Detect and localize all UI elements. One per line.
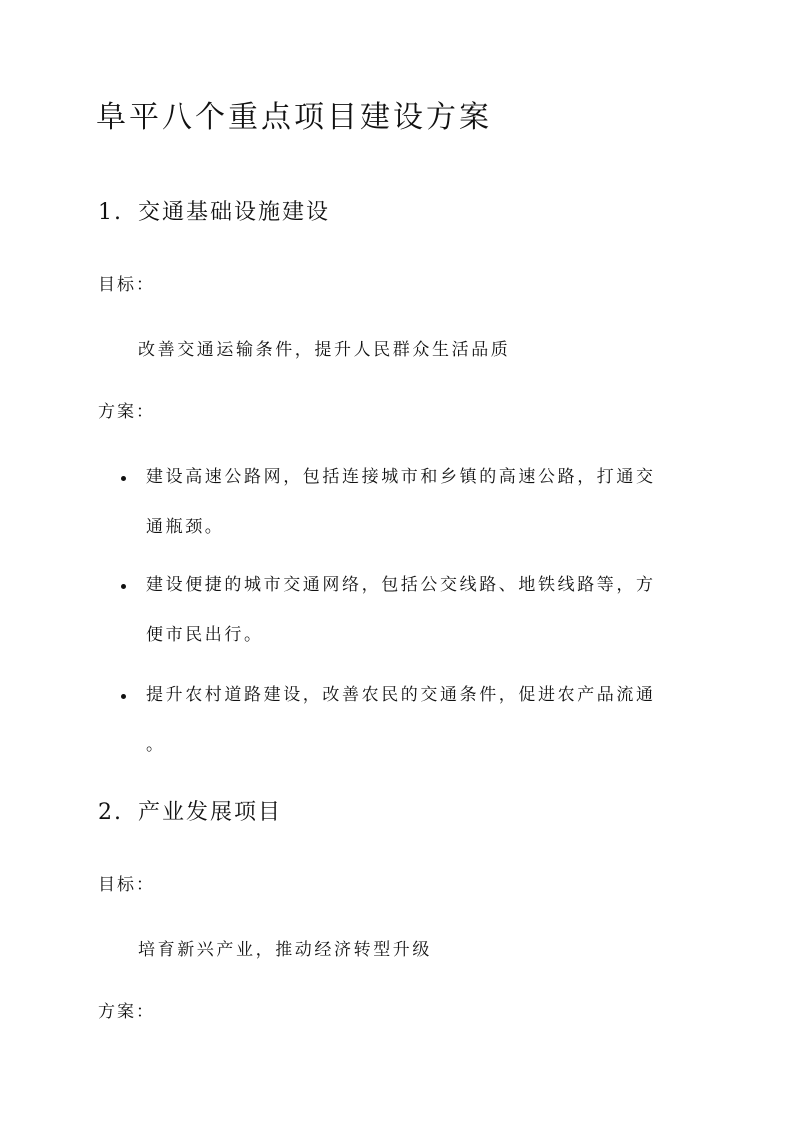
section-1-goal-label: 目标： <box>98 275 155 295</box>
bullet-3-line-1: 提升农村道路建设，改善农民的交通条件，促进农产品流通 <box>146 685 656 705</box>
bullet-dot <box>121 584 126 589</box>
section-1-number: 1. <box>98 200 123 225</box>
section-2-title: 产业发展项目 <box>138 800 283 825</box>
section-1-plan-label: 方案： <box>98 402 155 422</box>
section-2-number: 2. <box>98 800 123 825</box>
bullet-dot <box>121 694 126 699</box>
bullet-2-line-2: 便市民出行。 <box>146 625 264 645</box>
section-2-goal-label: 目标： <box>98 875 155 895</box>
document-title: 阜平八个重点项目建设方案 <box>96 100 492 135</box>
section-2-goal-text: 培育新兴产业，推动经济转型升级 <box>138 940 432 960</box>
section-2-heading <box>98 798 282 828</box>
bullet-3-line-2: 。 <box>146 735 166 755</box>
bullet-1-line-2: 通瓶颈。 <box>146 517 225 537</box>
bullet-2-line-1: 建设便捷的城市交通网络，包括公交线路、地铁线路等，方 <box>146 575 656 595</box>
bullet-1-line-1: 建设高速公路网，包括连接城市和乡镇的高速公路，打通交 <box>146 467 656 487</box>
section-2-plan-label: 方案： <box>98 1002 155 1022</box>
section-1-heading <box>98 198 330 228</box>
section-1-goal-text: 改善交通运输条件，提升人民群众生活品质 <box>138 340 511 360</box>
bullet-dot <box>121 476 126 481</box>
section-1-title: 交通基础设施建设 <box>138 200 331 225</box>
